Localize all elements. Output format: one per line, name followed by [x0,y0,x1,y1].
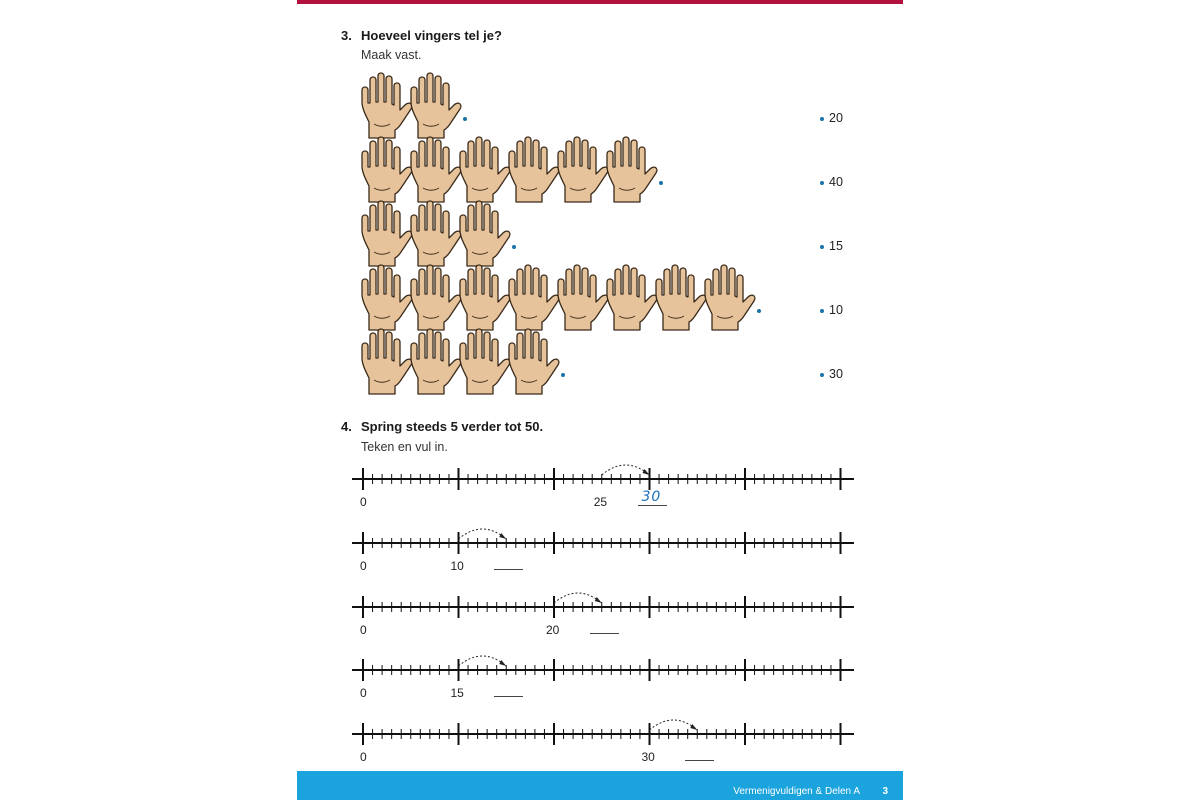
number-line[interactable] [297,704,903,764]
question-4-instruction: Teken en vul in. [361,440,448,454]
number-line[interactable] [297,640,903,700]
number-line[interactable] [297,513,903,573]
start-label: 0 [360,623,367,637]
jump-arc [602,465,650,475]
page-number: 3 [882,786,888,797]
answer-field[interactable] [685,760,714,761]
number-line[interactable] [297,577,903,637]
answer-field[interactable] [494,696,523,697]
match-dot-left[interactable] [512,245,516,249]
match-dot-right[interactable] [820,245,824,249]
jump-arrowhead [643,469,650,475]
worksheet-page [297,0,903,800]
match-dot-right[interactable] [820,117,824,121]
jump-start-label: 10 [450,559,464,573]
start-label: 0 [360,495,367,509]
footer-title: Vermenigvuldigen & Delen A [733,786,860,797]
top-accent-bar [297,0,903,4]
question-3-instruction: Maak vast. [361,48,422,62]
jump-arc [459,656,507,666]
start-label: 0 [360,750,367,764]
match-option-value: 30 [829,367,843,381]
start-label: 0 [360,686,367,700]
match-dot-left[interactable] [561,373,565,377]
match-dot-left[interactable] [463,117,467,121]
jump-start-label: 30 [641,750,655,764]
match-option-value: 40 [829,175,843,189]
start-label: 0 [360,559,367,573]
question-3-title: Hoeveel vingers tel je? [361,28,502,43]
hand-icon [504,328,562,398]
question-4-title: Spring steeds 5 verder tot 50. [361,419,544,434]
jump-arc [554,593,602,603]
match-dot-left[interactable] [659,181,663,185]
jump-arc [650,720,698,730]
footer-bar [297,771,903,800]
hand-icon [700,264,758,334]
hand-icon [602,136,660,206]
hand-icon [455,200,513,270]
match-dot-right[interactable] [820,373,824,377]
answer-field[interactable] [590,633,619,634]
answer-field[interactable] [494,569,523,570]
jump-arc [459,529,507,539]
answer-field[interactable] [638,505,667,506]
jump-start-label: 20 [546,623,560,637]
jump-arrowhead [499,660,506,666]
question-4-number: 4. [341,419,352,434]
match-dot-right[interactable] [820,181,824,185]
match-option-value: 10 [829,303,843,317]
question-3-number: 3. [341,28,352,43]
jump-arrowhead [690,724,697,730]
jump-arrowhead [499,533,506,539]
match-option-value: 15 [829,239,843,253]
hand-icon [406,72,464,142]
jump-start-label: 25 [593,495,608,509]
jump-arrowhead [595,597,602,603]
handwritten-answer: 30 [641,489,662,505]
match-dot-left[interactable] [757,309,761,313]
match-option-value: 20 [829,111,843,125]
match-dot-right[interactable] [820,309,824,313]
jump-start-label: 15 [450,686,464,700]
